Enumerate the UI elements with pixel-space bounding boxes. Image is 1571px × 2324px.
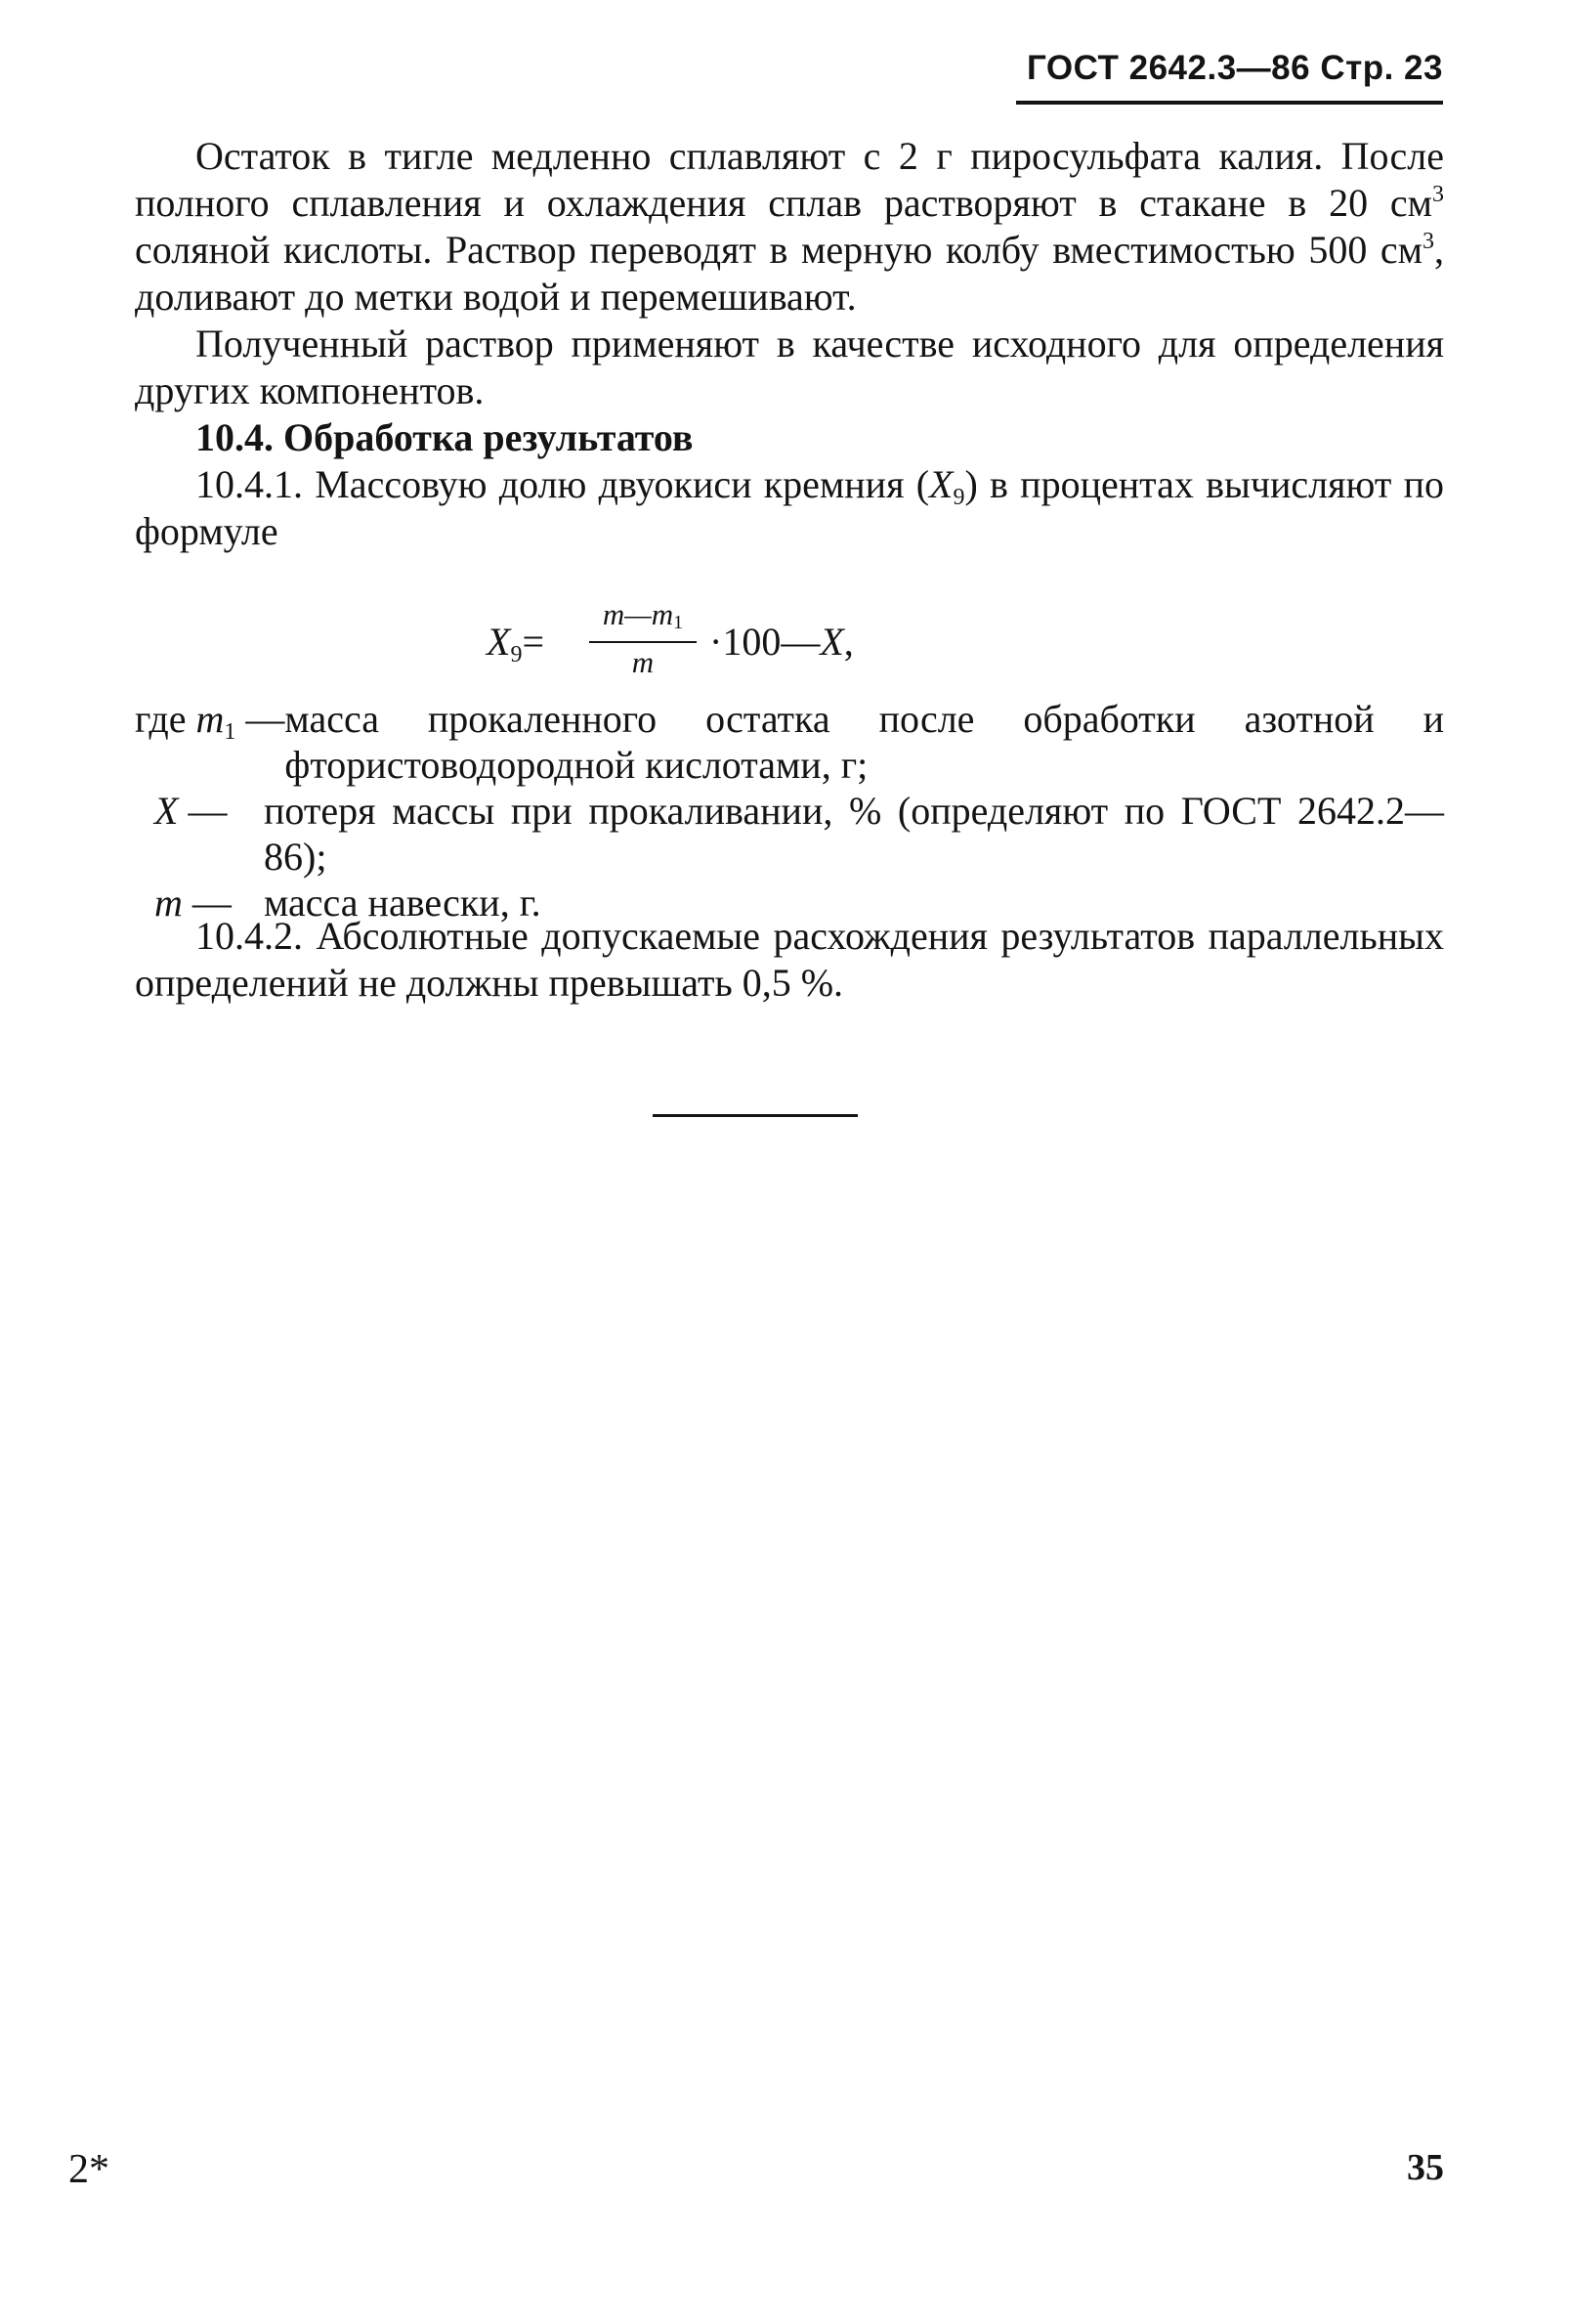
legend-row [135,696,1444,788]
formula-legend [135,696,1444,925]
formula-rhs [709,619,854,665]
paragraph-stock-solution: Полученный раствор применяют в качестве исходного для определения других компонентов. [135,322,1444,412]
section-heading-results: 10.4. Обработка результатов [195,415,694,459]
para1-part-c: , доливают до метки водой и перемешивают. [135,228,1444,319]
legend-lead: где [135,697,196,741]
legend-dash: — [235,697,285,741]
formula-rhs-symbol: X [820,620,844,664]
para3-symbol: X [929,462,954,506]
legend-row [135,788,1444,880]
legend-symbol-subscript: 1 [224,719,236,745]
para3-part-a: 10.4.1. Массовую долю двуокиси кремния ( [195,462,930,506]
fraction-bar [589,641,697,643]
paragraph-residue-fusion [135,133,1444,321]
running-header-title: ГОСТ 2642.3—86 Стр. 23 [1027,49,1443,87]
formula-lhs-symbol: X [487,620,511,664]
para3-subscript: 9 [953,485,965,510]
formula-lhs-subscript: 9 [510,642,523,667]
legend-dash: — [178,789,228,833]
legend-description: масса навески, г. [264,881,541,925]
formula-lhs [487,619,544,665]
formula-rhs-end: , [843,620,854,664]
paragraph-tolerance: 10.4.2. Абсолютные допускаемые расхождения результатов параллельных определений не должны превышать 0,5 %. [135,914,1444,1005]
header-rule [1016,101,1443,105]
legend-symbol-letter: m [195,697,225,741]
legend-dash: — [182,881,232,925]
numerator-subscript: 1 [673,612,684,633]
paragraph-formula-intro [135,461,1444,555]
body-text-block [135,133,1444,555]
legend-symbol [135,696,284,788]
formula-rhs-operator: ·100— [709,620,821,664]
superscript-cubic-2: 3 [1422,229,1434,254]
formula-fraction [589,598,697,679]
legend-symbol-letter: X [154,789,179,833]
legend-description: масса прокаленного остатка после обработки азотной и фтористоводородной кислотами, г; [284,697,1444,787]
section-end-rule [653,1114,858,1117]
superscript-cubic-1: 3 [1432,182,1444,207]
formula-equals: = [522,620,544,664]
body-text-block-final [135,913,1444,1007]
formula-denominator: m [631,645,655,679]
para1-part-b: соляной кислоты. Раствор переводят в мерную колбу вместимостью 500 см [135,228,1422,272]
para3-part-b: ) в процентах вычисляют по формуле [135,462,1444,553]
legend-symbol-letter: m [154,881,183,925]
printer-signature-mark: 2* [68,2147,109,2192]
formula-numerator [589,598,697,639]
legend-symbol [135,788,264,880]
legend-description: потеря массы при прокаливании, % (определяют по ГОСТ 2642.2—86); [264,789,1444,879]
numerator-text: m—m [602,597,674,631]
para1-part-a: Остаток в тигле медленно сплавляют с 2 г пиросульфата калия. После полного сплавления и охлаждения сплав растворяют в стакане в 20 см [135,134,1444,225]
page-number: 35 [1407,2147,1444,2188]
